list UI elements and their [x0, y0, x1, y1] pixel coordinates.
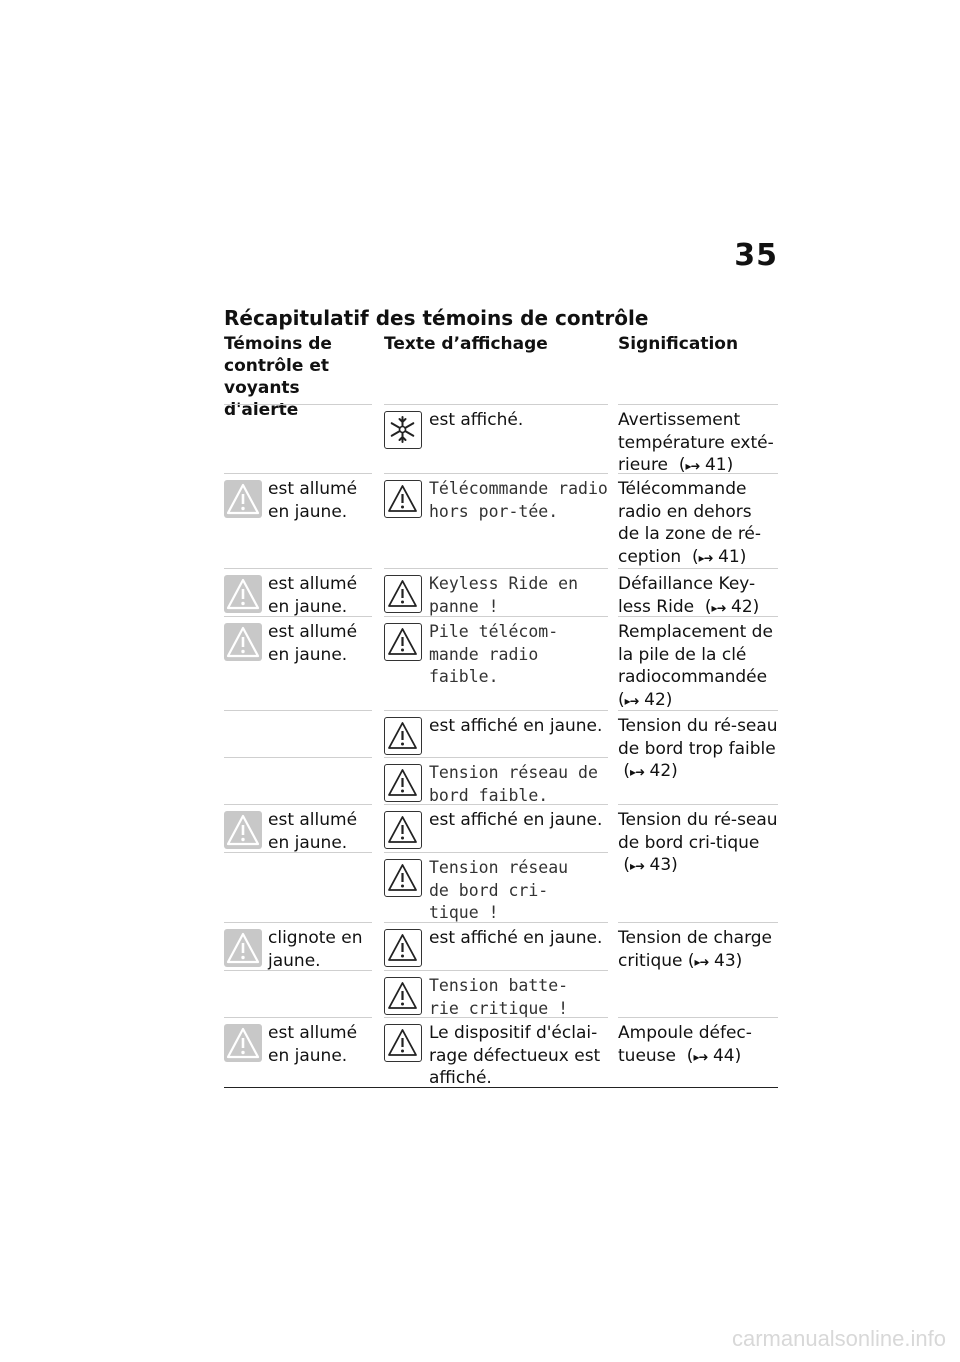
display-text: Le dispositif d'éclai-rage défectueux est affiché.: [429, 1023, 601, 1088]
display-cell: [384, 404, 608, 474]
warning-triangle-icon: [224, 623, 262, 661]
signification-text: Avertissement température exté-rieure: [618, 410, 774, 475]
column-header-lamps-line1: Témoins de: [224, 334, 332, 354]
lamp-cell: [224, 970, 372, 1018]
table-bottom-rule: [224, 1087, 778, 1088]
warning-triangle-icon: [384, 859, 422, 897]
warning-triangle-icon: [384, 480, 422, 518]
lamp-cell: [224, 616, 372, 711]
signification-text: Ampoule défec-tueuse: [618, 1023, 752, 1066]
display-cell: [384, 1017, 608, 1088]
display-cell: [384, 852, 608, 923]
lamp-cell: [224, 1017, 372, 1088]
column-header-display-text: Texte d’affichage: [384, 334, 548, 354]
lamp-cell: [224, 922, 372, 971]
lamp-cell: [224, 710, 372, 758]
lamp-cell: [224, 852, 372, 923]
arrow-ref-icon: ▸➜: [711, 600, 726, 615]
lamp-cell: [224, 804, 372, 853]
signification-cell: Tension de charge critique (▸➜ 43): [618, 922, 778, 1017]
warning-triangle-icon: [384, 623, 422, 661]
page-reference[interactable]: 41): [718, 546, 747, 567]
display-cell: [384, 473, 608, 569]
lamp-text: est allumé en jaune.: [268, 574, 358, 617]
signification-text: Tension de charge critique: [618, 928, 773, 971]
display-cell: [384, 804, 608, 853]
arrow-ref-icon: ▸➜: [630, 859, 645, 873]
warning-triangle-icon: [384, 717, 422, 755]
lamp-cell: [224, 568, 372, 617]
lamp-text: est allumé en jaune.: [268, 622, 358, 665]
arrow-ref-icon: ▸➜: [693, 1049, 708, 1064]
page-number: 35: [734, 238, 778, 273]
warning-triangle-icon: [224, 811, 262, 849]
warning-triangle-icon: [224, 480, 262, 518]
warning-triangle-icon: [224, 575, 262, 613]
warning-triangle-icon: [384, 764, 422, 802]
page-reference[interactable]: 41): [704, 455, 734, 475]
signification-text: Tension du ré-seau de bord trop faible: [618, 716, 778, 759]
warning-triangle-icon: [384, 811, 422, 849]
display-text: Tension batte-rie critique !: [429, 976, 569, 1018]
page-reference[interactable]: 43): [714, 950, 743, 971]
display-text: est affiché en jaune.: [429, 810, 603, 830]
column-header-lamps-line3: voyants d'alerte: [224, 378, 300, 420]
signification-cell: Ampoule défec-tueuse (▸➜ 44): [618, 1017, 778, 1087]
arrow-ref-icon: ▸➜: [630, 765, 645, 779]
lamp-text: est allumé en jaune.: [268, 810, 358, 853]
display-text: est affiché.: [429, 410, 524, 430]
arrow-ref-icon: ▸➜: [694, 954, 709, 969]
display-cell: [384, 616, 608, 711]
signification-cell: Télécommande radio en dehors de la zone de ré-ception (▸➜ 41): [618, 473, 778, 568]
warning-triangle-icon: [384, 1024, 422, 1062]
warning-triangle-icon: [224, 929, 262, 967]
lamp-text: est allumé en jaune.: [268, 1023, 358, 1066]
signification-cell: Défaillance Key-less Ride (▸➜ 42): [618, 568, 778, 616]
signification-text: Tension du ré-seau de bord cri-tique: [618, 810, 778, 853]
warning-triangle-icon: [384, 977, 422, 1015]
warning-triangle-icon: [224, 1024, 262, 1062]
signification-cell: Avertissement température exté-rieure (▸➜ 41): [618, 404, 778, 473]
signification-cell: Tension du ré-seau de bord trop faible (▸➜ 42): [618, 710, 778, 804]
display-cell: [384, 710, 608, 758]
arrow-ref-icon: ▸➜: [698, 550, 713, 565]
warning-triangle-icon: [384, 929, 422, 967]
display-text: Keyless Ride en panne !: [429, 574, 579, 616]
display-text: Tension réseau de bord faible.: [429, 763, 598, 805]
signification-text: Remplacement de la pile de la clé radiocommandée: [618, 622, 773, 687]
section-title: Récapitulatif des témoins de contrôle: [224, 306, 649, 330]
display-text: est affiché en jaune.: [429, 928, 603, 948]
signification-text: Télécommande radio en dehors de la zone de ré-ception: [618, 479, 762, 567]
signification-cell: Remplacement de la pile de la clé radiocommandée (▸➜ 42): [618, 616, 778, 710]
lamp-cell: [224, 404, 372, 474]
lamp-text: clignote en jaune.: [268, 928, 363, 971]
page-reference[interactable]: 42): [644, 689, 673, 710]
display-cell: [384, 568, 608, 617]
page-reference[interactable]: 43): [649, 855, 678, 875]
arrow-ref-icon: ▸➜: [685, 459, 700, 473]
lamp-text: est allumé en jaune.: [268, 479, 358, 522]
watermark: carmanualsonline.info: [731, 1326, 946, 1351]
page-reference[interactable]: 42): [649, 761, 678, 781]
display-cell: [384, 922, 608, 971]
signification-text: Défaillance Key-less Ride: [618, 574, 756, 617]
arrow-ref-icon: ▸➜: [624, 693, 639, 708]
warning-triangle-icon: [384, 575, 422, 613]
display-text: Télécommande radio hors por-tée.: [429, 479, 608, 521]
lamp-cell: [224, 757, 372, 805]
column-header-meaning: Signification: [618, 334, 739, 354]
column-header-lamps-line2: contrôle et: [224, 356, 329, 376]
page-reference[interactable]: 44): [712, 1045, 742, 1066]
signification-cell: Tension du ré-seau de bord cri-tique (▸➜ 43): [618, 804, 778, 922]
display-text: est affiché en jaune.: [429, 716, 603, 736]
display-text: Pile télécom-mande radio faible.: [429, 622, 559, 686]
lamp-cell: [224, 473, 372, 569]
display-text: Tension réseau de bord cri-tique !: [429, 858, 569, 922]
page-reference[interactable]: 42): [731, 596, 760, 617]
display-cell: [384, 970, 608, 1018]
display-cell: [384, 757, 608, 805]
snowflake-icon: [384, 411, 422, 449]
